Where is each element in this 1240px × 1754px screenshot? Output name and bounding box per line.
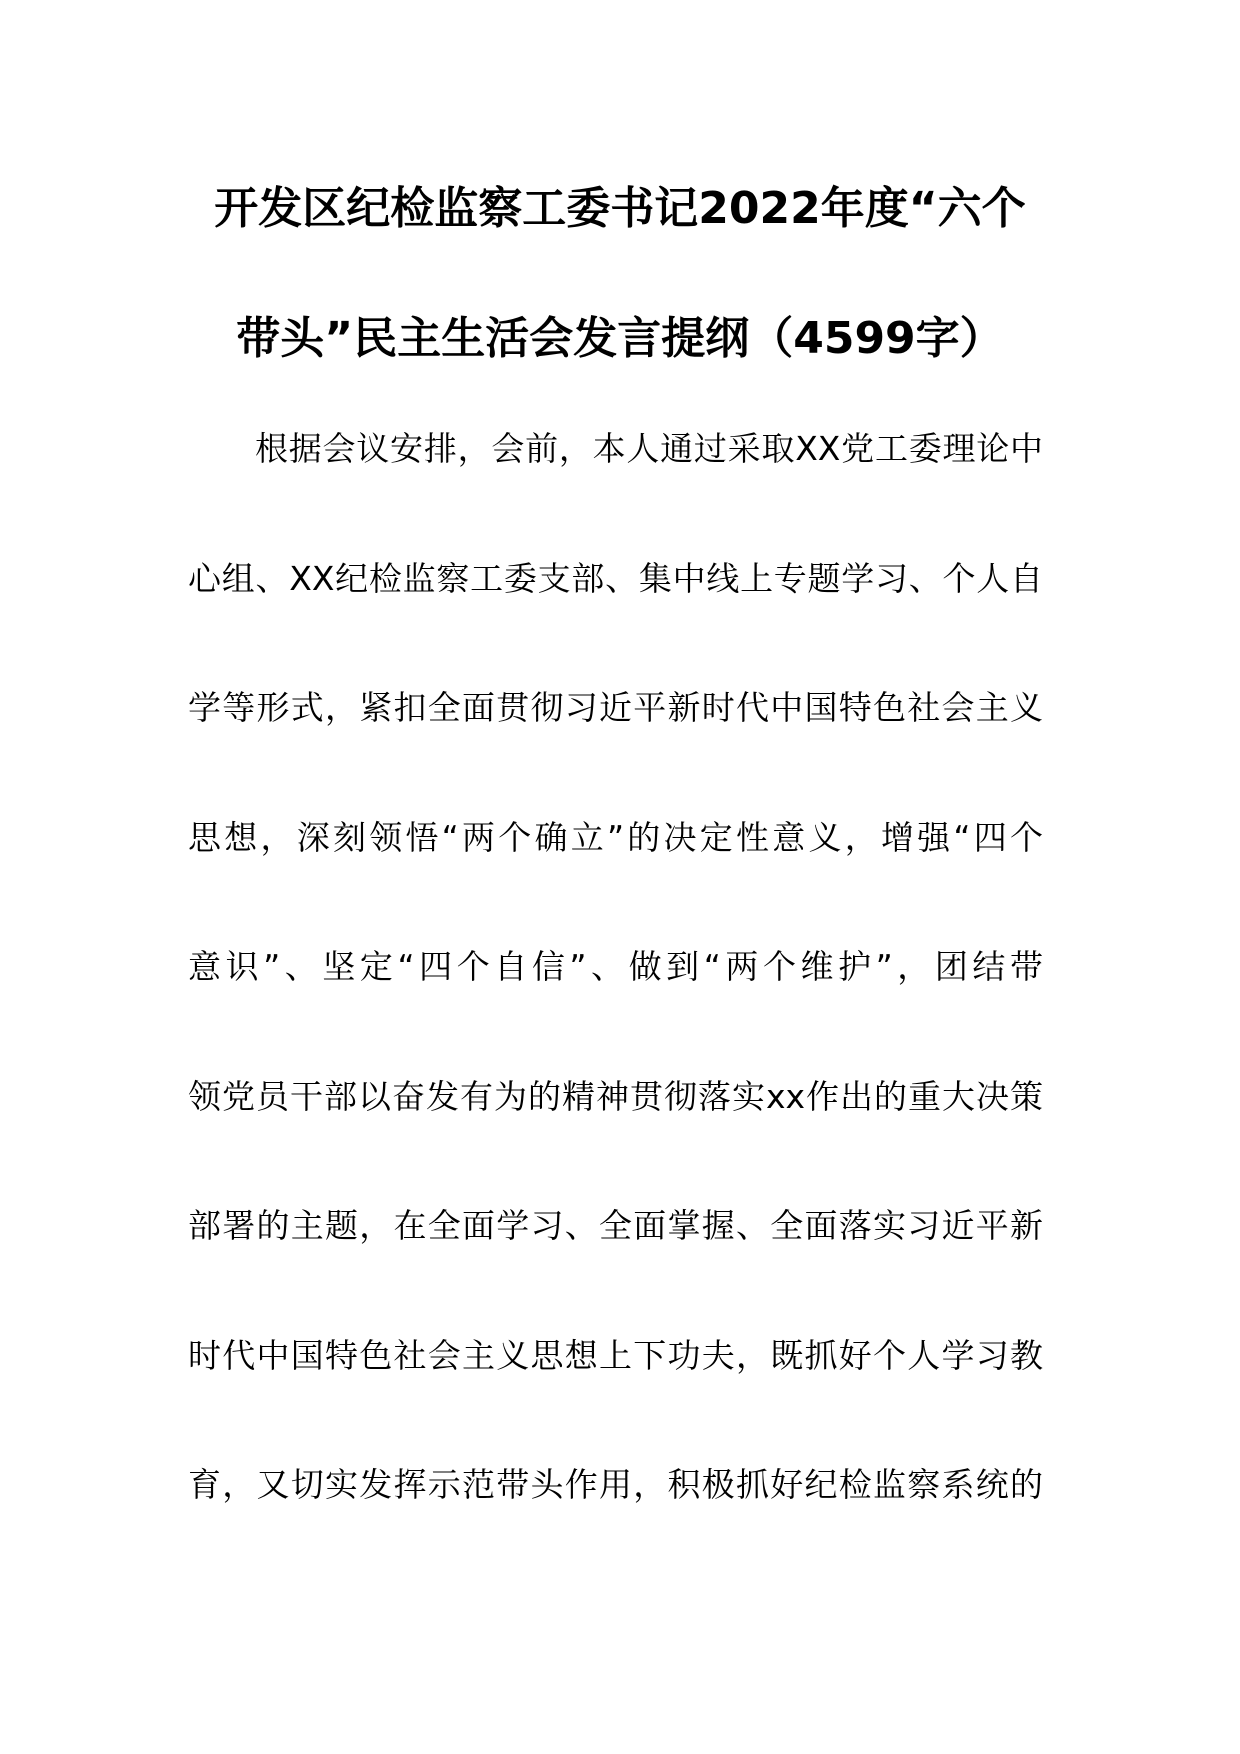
body-text-line: 意识”、坚定“四个自信”、做到“两个维护”，团结带 [188,947,1043,986]
body-text-line: 根据会议安排，会前，本人通过采取XX党工委理论中 [255,429,1043,468]
body-text-line: 心组、XX纪检监察工委支部、集中线上专题学习、个人自 [188,559,1043,598]
document-title-line-2: 带头”民主生活会发言提纲（4599字） [236,313,1004,364]
body-text-line: 学等形式，紧扣全面贯彻习近平新时代中国特色社会主义 [188,688,1043,727]
body-text-line: 思想，深刻领悟“两个确立”的决定性意义，增强“四个 [188,818,1043,857]
document-title-line-1: 开发区纪检监察工委书记2022年度“六个 [214,183,1026,234]
body-text-line: 部署的主题，在全面学习、全面掌握、全面落实习近平新 [188,1206,1043,1245]
body-text-line: 育，又切实发挥示范带头作用，积极抓好纪检监察系统的 [188,1465,1043,1504]
body-text-line: 时代中国特色社会主义思想上下功夫，既抓好个人学习教 [188,1336,1043,1375]
body-text-line: 领党员干部以奋发有为的精神贯彻落实xx作出的重大决策 [188,1077,1043,1116]
